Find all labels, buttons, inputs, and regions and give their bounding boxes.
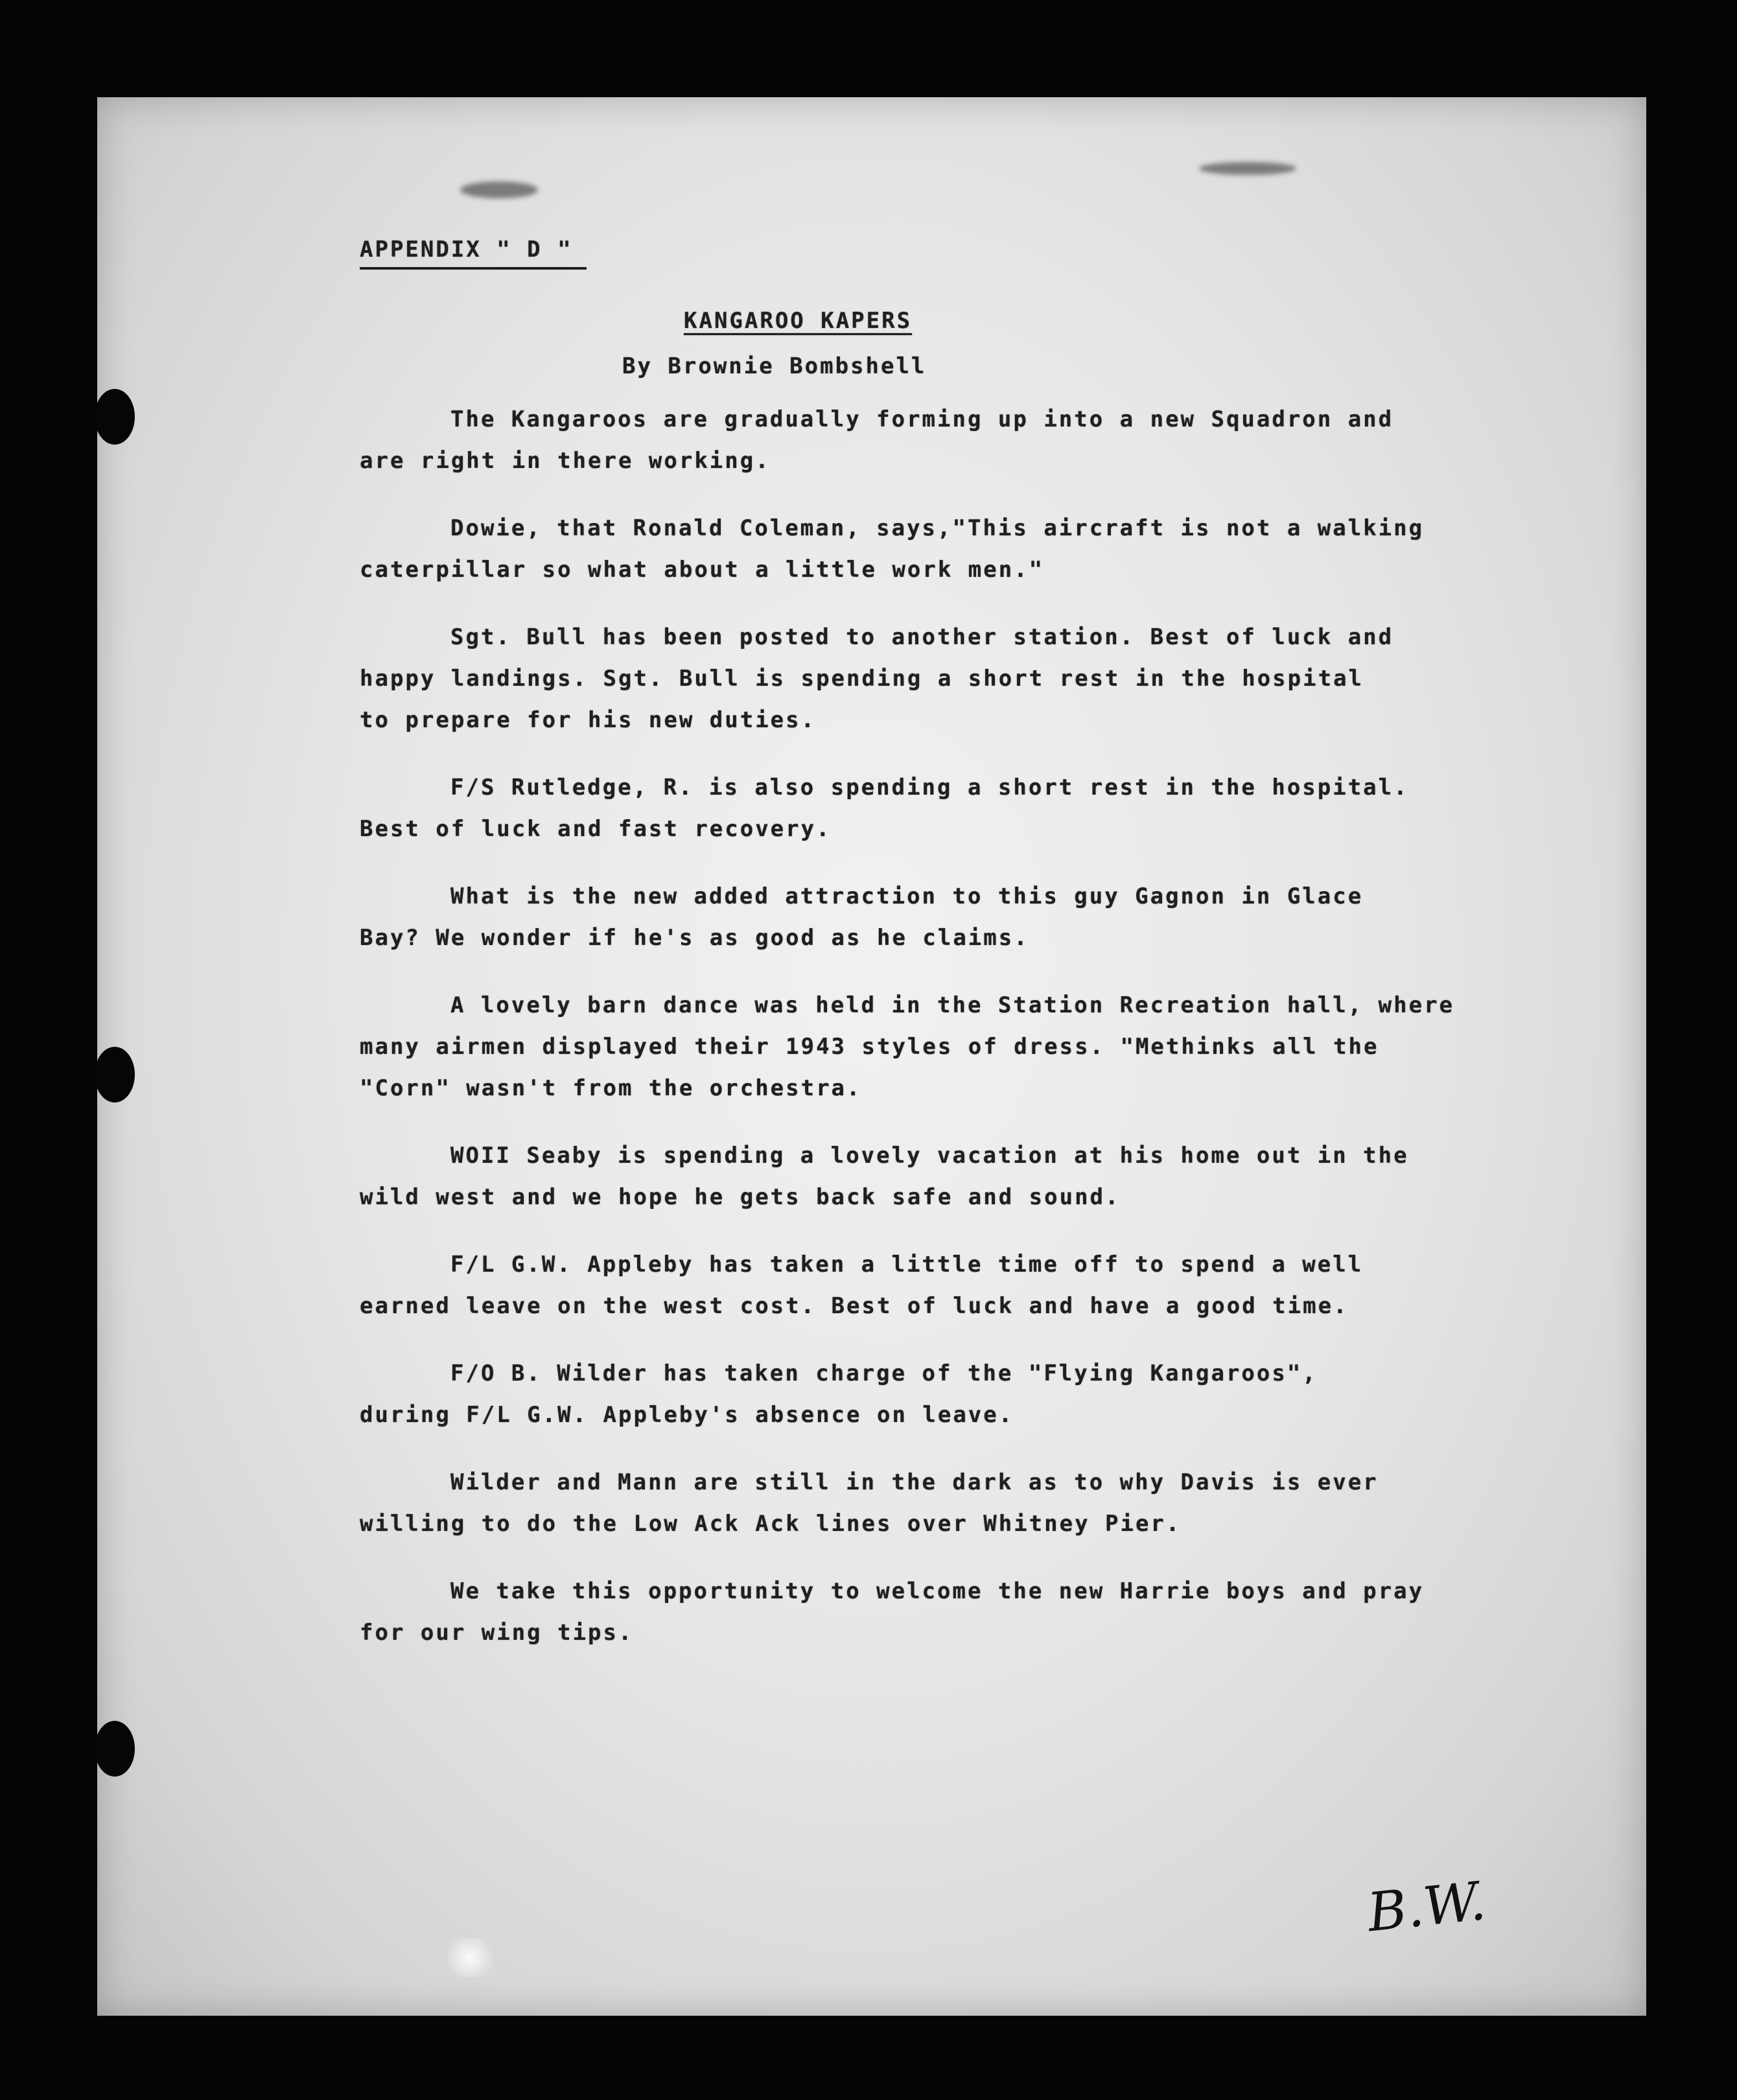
paragraph: F/S Rutledge, R. is also spending a short rest in the hospital. Best of luck and fast recovery. xyxy=(360,775,1409,842)
paragraph: Dowie, that Ronald Coleman, says,"This aircraft is not a walking caterpillar so what about a little work men." xyxy=(360,515,1425,583)
paper-sheet xyxy=(97,97,1646,2016)
appendix-label: APPENDIX " D " xyxy=(360,237,573,262)
paragraph: We take this opportunity to welcome the new Harrie boys and pray for our wing tips. xyxy=(360,1578,1425,1646)
document-body xyxy=(360,399,1559,1679)
paragraph: The Kangaroos are gradually forming up into a new Squadron and are right in there working. xyxy=(360,406,1394,474)
ink-smudge xyxy=(460,181,538,198)
punch-hole xyxy=(95,1047,135,1102)
punch-hole xyxy=(95,389,135,445)
scan-speck xyxy=(441,1938,499,1977)
byline: By Brownie Bombshell xyxy=(622,353,927,379)
paragraph: Wilder and Mann are still in the dark as to why Davis is ever willing to do the Low Ack Ack lines over Whitney Pier. xyxy=(360,1469,1379,1537)
document-title: KANGAROO KAPERS xyxy=(684,308,913,334)
paragraph: WOII Seaby is spending a lovely vacation at his home out in the wild west and we hope he gets back safe and sound. xyxy=(360,1143,1409,1210)
paragraph: F/L G.W. Appleby has taken a little time off to spend a well earned leave on the west cost. Best of luck and have a good time. xyxy=(360,1252,1364,1319)
paragraph: What is the new added attraction to this guy Gagnon in Glace Bay? We wonder if he's as good as he claims. xyxy=(360,883,1364,951)
ink-smudge xyxy=(1199,162,1296,175)
paragraph: Sgt. Bull has been posted to another station. Best of luck and happy landings. Sgt. Bull is spending a short rest in the hospital to prepare for his new duties. xyxy=(360,624,1394,733)
punch-hole xyxy=(95,1721,135,1777)
appendix-underline xyxy=(360,267,587,270)
handwritten-initials: B.W. xyxy=(1364,1870,1489,1944)
paragraph: F/O B. Wilder has taken charge of the "Flying Kangaroos", during F/L G.W. Appleby's absence on leave. xyxy=(360,1360,1318,1428)
paragraph: A lovely barn dance was held in the Station Recreation hall, where many airmen displayed their 1943 styles of dress. "Methinks all the "Corn" wasn't from the orchestra. xyxy=(360,992,1455,1101)
